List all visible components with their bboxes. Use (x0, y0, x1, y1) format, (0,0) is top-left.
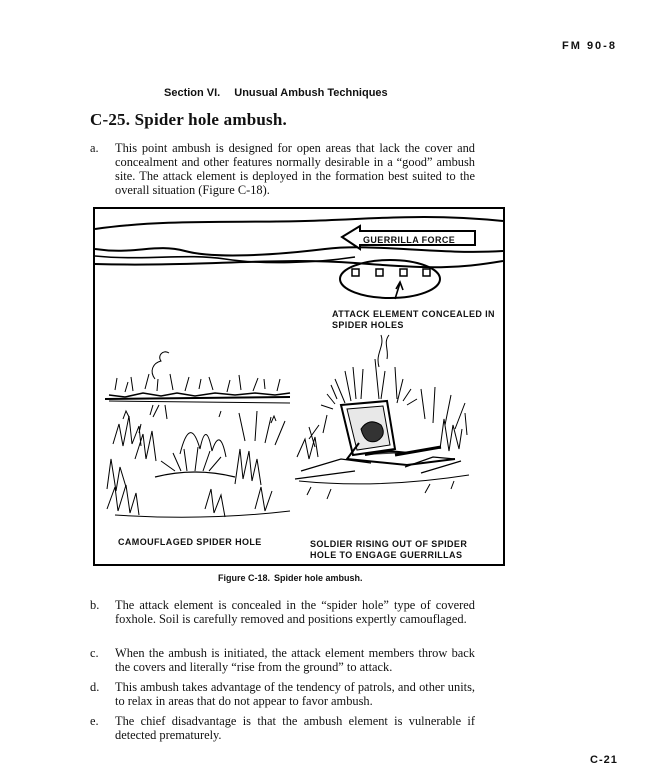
page-number: C-21 (590, 754, 618, 766)
paragraph-a (90, 141, 475, 197)
soldier-rising-label: SOLDIER RISING OUT OF SPIDER HOLE TO ENGAGE GUERRILLAS (310, 539, 468, 560)
paragraph-letter: e. (90, 714, 99, 728)
camouflaged-hole-label: CAMOUFLAGED SPIDER HOLE (118, 537, 262, 547)
figure-c18 (93, 207, 505, 566)
camouflaged-hole-sketch (105, 352, 290, 517)
guerrilla-force-label: GUERRILLA FORCE (363, 235, 456, 245)
section-title-text: Unusual Ambush Techniques (234, 87, 388, 99)
paragraph-e (90, 714, 475, 742)
paragraph-text: The attack element is concealed in the “spider hole” type of covered foxhole. Soil is carefully removed and positions expertly camouflaged. (115, 598, 475, 626)
figure-illustration (95, 209, 503, 564)
road-upper-line (95, 247, 503, 255)
paragraph-text: The chief disadvantage is that the ambush element is vulnerable if detected prematurely. (115, 714, 475, 742)
spider-hole-icon (352, 269, 359, 276)
spider-hole-icon (423, 269, 430, 276)
paragraph-letter: c. (90, 646, 99, 660)
paragraph-b (90, 598, 475, 626)
paragraph-c (90, 646, 475, 674)
paragraph-text: This point ambush is designed for open areas that lack the cover and concealment and other features normally desirable in a “good” ambush site. The attack element is deployed in the formation best suited to the overall situation (Figure C-18). (115, 141, 475, 197)
paragraph-text: When the ambush is initiated, the attack element members throw back the covers and literally “rise from the ground” to attack. (115, 646, 475, 674)
paragraph-text: This ambush takes advantage of the tendency of patrols, and other units, to relax in areas that do not appear to favor ambush. (115, 680, 475, 708)
paragraph-title: C-25. Spider hole ambush. (90, 110, 287, 129)
section-heading (164, 87, 388, 99)
soldier-rising-sketch (295, 335, 469, 499)
figure-title: Spider hole ambush. (274, 573, 363, 583)
road-bottom-edge (95, 261, 503, 267)
paragraph-letter: d. (90, 680, 100, 694)
paragraph-letter: b. (90, 598, 100, 612)
figure-caption (218, 573, 363, 583)
figure-number: Figure C-18. (218, 573, 271, 583)
spider-hole-icon (400, 269, 407, 276)
road-top-edge (95, 217, 503, 229)
attack-element-label: ATTACK ELEMENT CONCEALED IN SPIDER HOLES (332, 309, 495, 330)
document-header: FM 90-8 (562, 40, 617, 52)
paragraph-d (90, 680, 475, 708)
section-number: Section VI. (164, 87, 221, 99)
paragraph-letter: a. (90, 141, 99, 155)
spider-hole-icon (376, 269, 383, 276)
